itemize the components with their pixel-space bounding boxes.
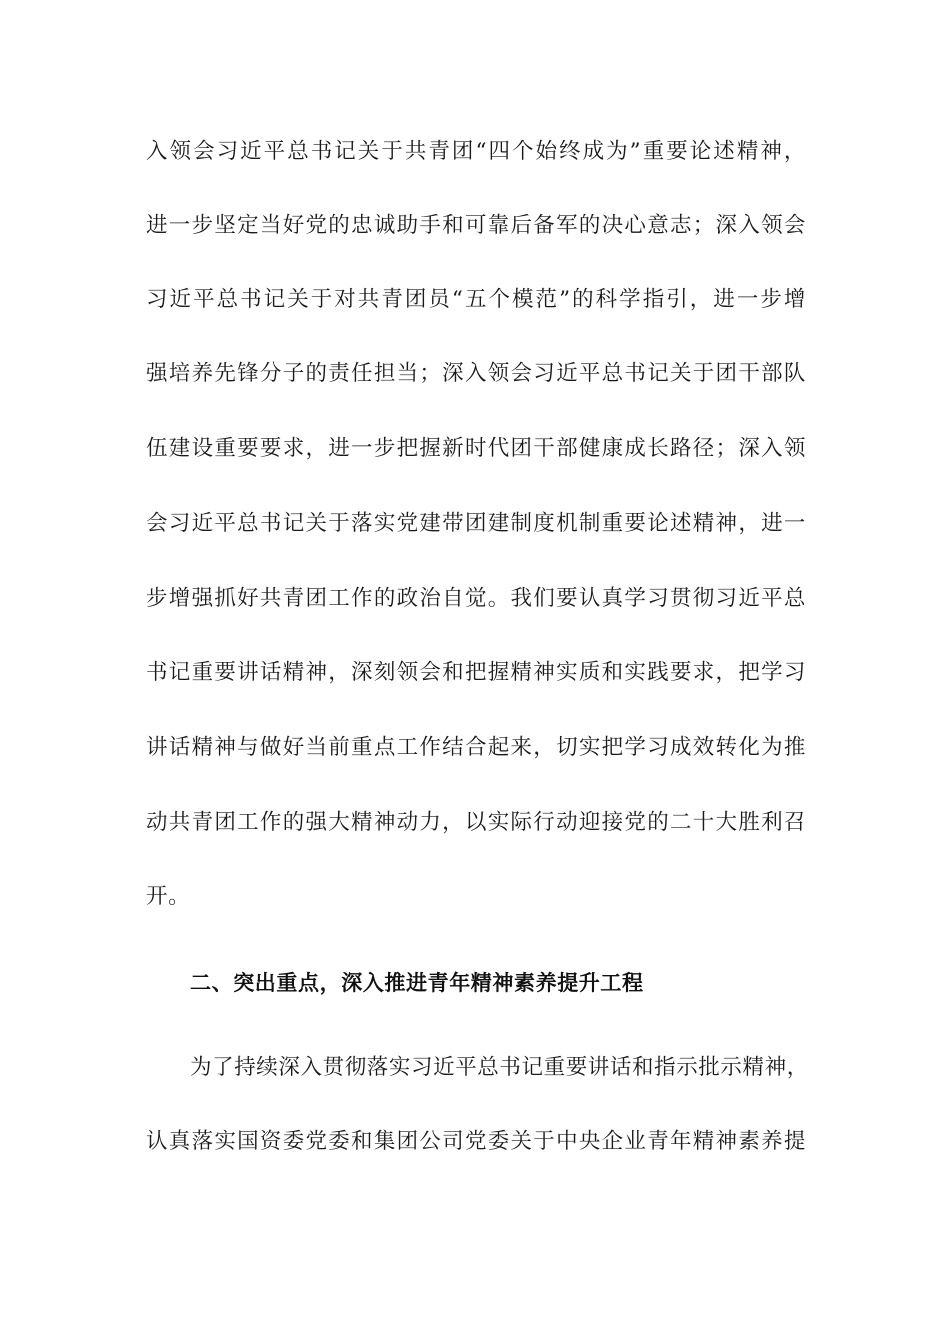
paragraph-line: 会习近平总书记关于落实党建带团建制度机制重要论述精神，进一 [146,511,806,536]
paragraph-line: 伍建设重要要求，进一步把握新时代团干部健康成长路径；深入领 [146,436,806,461]
paragraph-line: 认真落实国资委党委和集团公司党委关于中央企业青年精神素养提 [146,1129,806,1154]
section-heading: 二、突出重点，深入推进青年精神素养提升工程 [190,971,644,995]
paragraph-line-indented: 为了持续深入贯彻落实习近平总书记重要讲话和指示批示精神， [190,1055,809,1080]
paragraph-line: 强培养先锋分子的责任担当；深入领会习近平总书记关于团干部队 [146,361,806,386]
paragraph-line: 入领会习近平总书记关于共青团“四个始终成为”重要论述精神， [146,139,806,164]
paragraph-line: 进一步坚定当好党的忠诚助手和可靠后备军的决心意志；深入领会 [146,213,806,238]
paragraph-line: 步增强抓好共青团工作的政治自觉。我们要认真学习贯彻习近平总 [146,586,806,611]
paragraph-line-last: 开。 [146,884,191,909]
paragraph-line: 习近平总书记关于对共青团员“五个模范”的科学指引，进一步增 [146,287,806,312]
paragraph-line: 书记重要讲话精神，深刻领会和把握精神实质和实践要求，把学习 [146,660,806,685]
paragraph-line: 动共青团工作的强大精神动力，以实际行动迎接党的二十大胜利召 [146,810,806,835]
paragraph-line: 讲话精神与做好当前重点工作结合起来，切实把学习成效转化为推 [146,735,806,760]
